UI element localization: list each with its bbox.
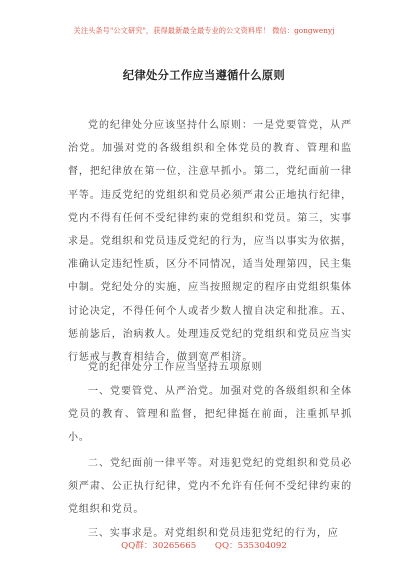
footer-contact: [0, 539, 408, 551]
principle-two-paragraph: 二、党纪面前一律平等。对违犯党纪的党组织和党员必须严肃、公正执行纪律，党内不允许有任何不受纪律约束的党组织和党员。: [68, 458, 352, 516]
principle-one-paragraph: 一、党要管党、从严治党。加强对党的各级组织和全体党员的教育、管理和监督，把纪律挺在前面，注重抓早抓小。: [68, 386, 352, 444]
subheading: 党的纪律处分工作应当坚持五项原则: [88, 362, 263, 373]
document-title: 纪律处分工作应当遵循什么原则: [122, 69, 286, 82]
intro-paragraph: 党的纪律处分应该坚持什么原则：一是党要管党，从严治党。加强对党的各级组织和全体党员的教育、管理和监督，把纪律放在第一位，注意早抓小。第二，党纪面前一律平等。违反党纪的党组织和党员必须严肃公正地执行纪律，党内不得有任何不受纪律约束的党组织和党员。第三，实事求是。党组织和党员违反党纪的行为，应当以事实为依据，准确认定违纪性质，区分不同情况，适当处理第四，民主集中制。党纪处分的实施，应当按照规定的程序由党组织集体讨论决定，不得任何个人或者少数人擅自决定和批准。五、惩前毖后，治病救人。处理违反党纪的党组织和党员应当实行惩戒与教育相结合，做到宽严相济。: [68, 120, 352, 364]
principle-three-paragraph: 三、实事求是。对党组织和党员违犯党纪的行为，应: [88, 528, 339, 539]
footer-qq-group: QQ群：30265665: [121, 541, 197, 551]
header-promo-note: 关注头条号"公文研究"，获得最新最全最专业的公文资料库！ 微信：gongwenyj: [73, 26, 335, 35]
footer-qq-number: QQ：535304092: [214, 541, 287, 551]
